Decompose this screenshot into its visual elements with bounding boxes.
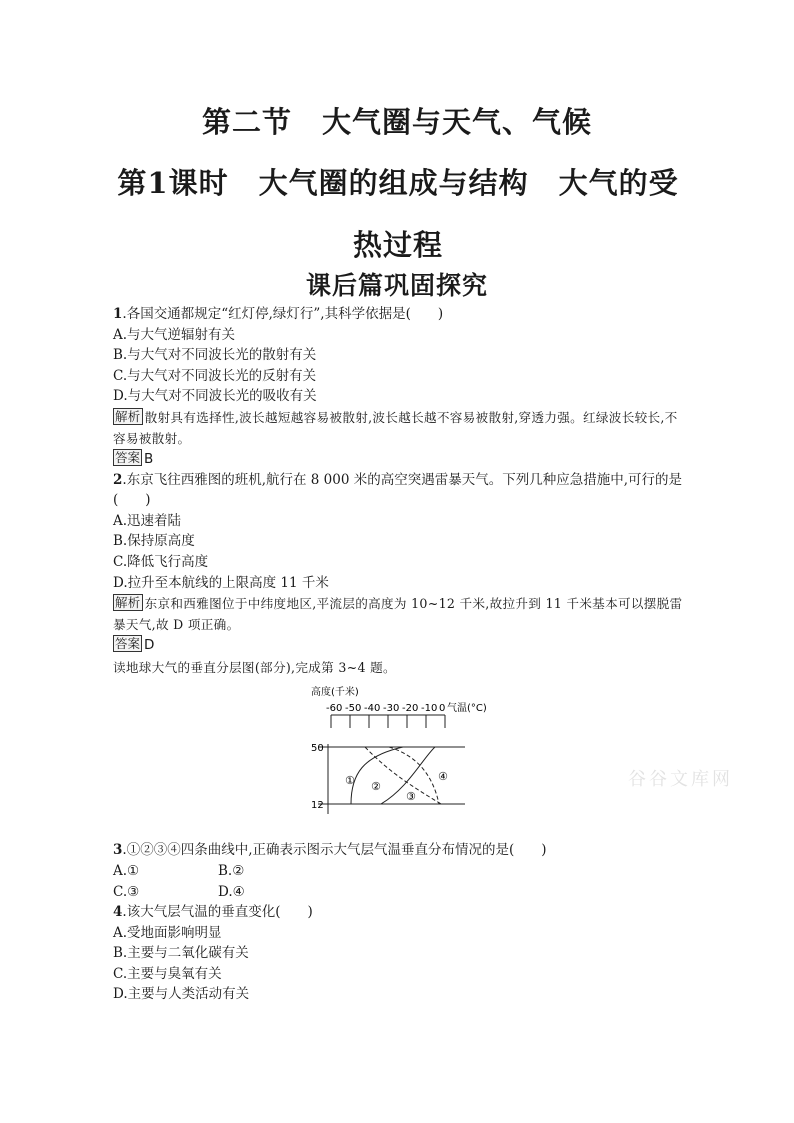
answer-value: B [144, 450, 154, 467]
option-row [113, 861, 683, 882]
y-tick-label-bottom: 12 [311, 800, 324, 812]
lesson-title: 第二节 大气圈与天气、气候 [201, 105, 592, 139]
option-d: D.拉升至本航线的上限高度 11 千米 [113, 574, 329, 591]
option-b: B.主要与二氧化碳有关 [113, 945, 249, 962]
temperature-profile-diagram [113, 684, 683, 836]
atmosphere-layer-figure [113, 684, 683, 836]
x-tick-label: -50 [345, 703, 362, 715]
option-c: C.降低飞行高度 [113, 553, 209, 570]
option-d: D.④ [218, 883, 245, 900]
option-a: A.受地面影响明显 [113, 924, 222, 941]
y-tick-label-top: 50 [311, 743, 324, 755]
option-b: B.② [218, 862, 245, 879]
option-b: B.保持原高度 [113, 533, 195, 550]
option-b: B.与大气对不同波长光的散射有关 [113, 347, 317, 364]
question-list [113, 304, 683, 1005]
analysis-tag: 解析 [115, 408, 141, 424]
watermark: 谷谷文库网 [628, 769, 733, 790]
x-tick-label: -10 [421, 703, 438, 715]
curve-label-4: ④ [438, 770, 448, 784]
question-stem: .①②③④四条曲线中,正确表示图示大气层气温垂直分布情况的是( ) [122, 842, 547, 859]
question-number: 1 [113, 306, 123, 322]
lesson-subtitle: 第1课时 大气圈的组成与结构 大气的受热过程 [117, 166, 679, 262]
option-a: A.① [113, 862, 140, 879]
question-stem: .各国交通都规定“红灯停,绿灯行”,其科学依据是( ) [122, 306, 444, 322]
question-4 [113, 902, 683, 923]
question-number: 4 [113, 904, 123, 921]
analysis [113, 593, 683, 635]
option-d: D.主要与人类活动有关 [113, 986, 250, 1003]
x-tick-label: -60 [326, 703, 343, 715]
curve-label-2: ② [371, 780, 381, 794]
question-stem: .东京飞往西雅图的班机,航行在 8 000 米的高空突遇雷暴天气。下列几种应急措施中,可行的是( ) [113, 471, 683, 509]
answer-tag: 答案 [115, 449, 141, 465]
option-c: C.③ [113, 883, 140, 900]
x-axis-label: 气温(°C) [447, 703, 487, 715]
answer [113, 449, 683, 470]
option-a: A.与大气逆辐射有关 [113, 326, 236, 343]
question-3 [113, 840, 683, 861]
option-a: A.迅速着陆 [113, 512, 182, 529]
answer-tag: 答案 [115, 636, 141, 652]
analysis [113, 407, 683, 449]
question-stem: .该大气层气温的垂直变化( ) [122, 904, 313, 921]
question-number: 3 [113, 842, 123, 859]
x-axis-ticks [331, 715, 445, 728]
analysis-text: 散射具有选择性,波长越短越容易被散射,波长越长越不容易被散射,穿透力强。红绿波长较长,不容易被散射。 [113, 409, 678, 446]
curve-label-1: ① [345, 774, 355, 788]
x-tick-label: -40 [364, 703, 381, 715]
answer [113, 635, 683, 656]
option-row [113, 882, 683, 903]
curve-1 [351, 747, 403, 804]
figure-intro: 读地球大气的垂直分层图(部分),完成第 3~4 题。 [113, 659, 396, 675]
section-title: 课后篇巩固探究 [305, 271, 488, 300]
x-tick-label: -20 [402, 703, 419, 715]
option-c: C.主要与臭氧有关 [113, 965, 222, 982]
x-tick-label: 0 [439, 703, 446, 715]
question-2 [113, 470, 683, 511]
answer-value: D [144, 637, 155, 654]
option-c: C.与大气对不同波长光的反射有关 [113, 367, 317, 384]
option-d: D.与大气对不同波长光的吸收有关 [113, 388, 317, 405]
x-tick-label: -30 [383, 703, 400, 715]
x-tick-labels [326, 702, 487, 714]
curve-label-3: ③ [406, 790, 416, 804]
question-1 [113, 304, 683, 325]
question-number: 2 [113, 471, 123, 488]
analysis-text: 东京和西雅图位于中纬度地区,平流层的高度为 10~12 千米,故拉升到 11 千米基本可以摆脱雷暴天气,故 D 项正确。 [113, 596, 683, 633]
analysis-tag: 解析 [115, 595, 141, 611]
curve-2 [365, 747, 441, 804]
y-axis-label: 高度(千米) [311, 687, 359, 699]
